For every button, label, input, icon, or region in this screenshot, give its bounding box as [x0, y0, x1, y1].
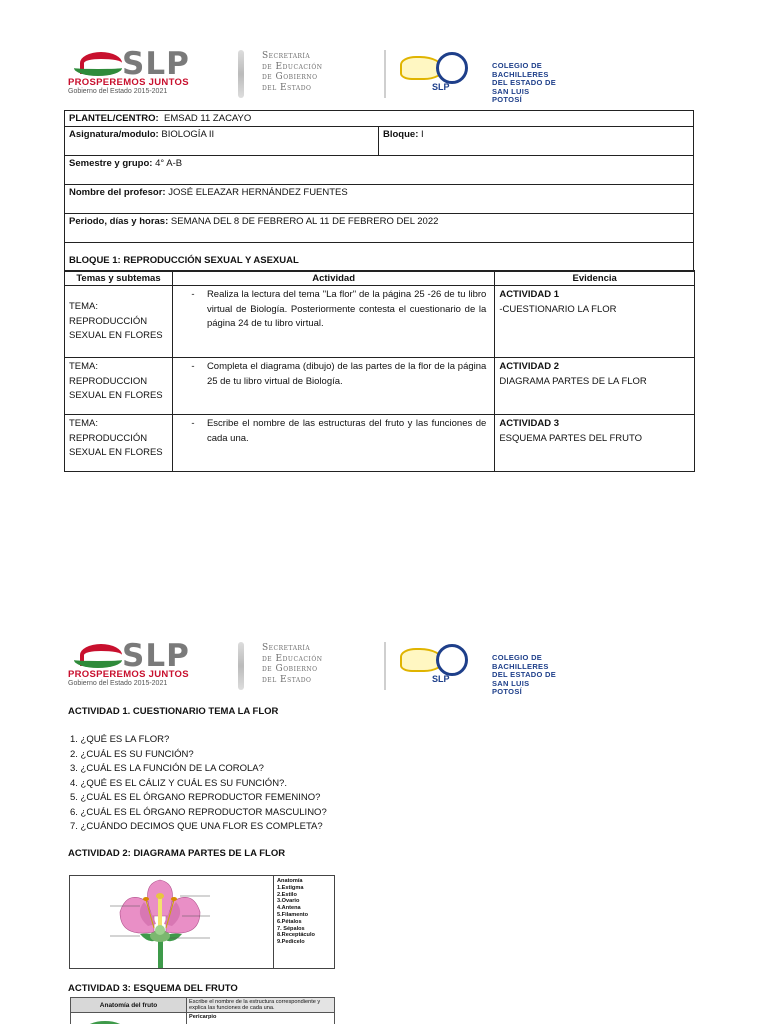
periodo-cell: Periodo, días y horas: SEMANA DEL 8 DE FEBRERO AL 11 DE FEBRERO DEL 2022	[65, 214, 694, 243]
header-temas: Temas y subtemas	[65, 271, 173, 286]
list-item: 4. ¿QUÉ ES EL CÁLIZ Y CUÁL ES SU FUNCIÓN?.	[70, 777, 287, 789]
fruit-header-right: Escribe el nombre de la estructura correspondiente y explica las funciones de cada una.	[187, 998, 335, 1013]
secretaria-logo-text: Secretaría de Educación de Gobierno del Estado	[262, 51, 323, 93]
bullet-dash: -	[191, 361, 195, 372]
header-banner	[66, 46, 562, 102]
legend-title: Anatomía	[277, 878, 303, 884]
evidencia-title: ACTIVIDAD 3	[499, 418, 559, 429]
legend-item: 6.Pétalos	[277, 918, 302, 925]
flower-illustration	[70, 876, 273, 968]
tema-cell: TEMA: REPRODUCCIÓN SEXUAL EN FLORES	[65, 415, 173, 472]
list-item: 2. ¿CUÁL ES SU FUNCIÓN?	[70, 748, 194, 760]
list-item: 5. ¿CUÁL ES EL ÓRGANO REPRODUCTOR FEMENINO?	[70, 792, 321, 803]
periodo-value: SEMANA DEL 8 DE FEBRERO AL 11 DE FEBRERO DEL 2022	[170, 216, 439, 227]
tema-cell: TEMA: REPRODUCCIÓN SEXUAL EN FLORES	[65, 286, 173, 358]
slp-logo	[66, 638, 226, 694]
plantel-cell: PLANTEL/CENTRO: EMSAD 11 ZACAYO	[65, 111, 694, 127]
legend-item: 7. Sépalos	[277, 925, 305, 932]
evidencia-text: -CUESTIONARIO LA FLOR	[499, 303, 617, 315]
activity2-heading: ACTIVIDAD 2: DIAGRAMA PARTES DE LA FLOR	[68, 848, 286, 859]
actividad-cell	[172, 415, 494, 472]
table-row	[65, 286, 695, 358]
activities-table	[64, 270, 695, 472]
evidencia-text: DIAGRAMA PARTES DE LA FLOR	[499, 375, 647, 387]
cobach-emblem-icon	[436, 52, 468, 84]
legend-item: 4.Antena	[277, 905, 301, 912]
slp-logo	[66, 46, 226, 102]
course-info-table	[64, 110, 694, 272]
cobach-slp-label: SLP	[432, 82, 450, 92]
cobach-logo	[400, 52, 560, 104]
evidencia-title: ACTIVIDAD 2	[499, 361, 559, 372]
slp-logo-text: SLP	[122, 638, 190, 674]
legend-item: 9.Pedicelo	[277, 939, 305, 946]
fruit-header-left: Anatomía del fruto	[71, 998, 187, 1013]
evidencia-cell	[495, 286, 695, 358]
semestre-cell: Semestre y grupo: 4° A-B	[65, 156, 694, 185]
evidencia-cell	[495, 415, 695, 472]
legend-item: 2.Estilo	[277, 891, 297, 898]
evidencia-text: ESQUEMA PARTES DEL FRUTO	[499, 432, 643, 444]
header-evidencia: Evidencia	[495, 271, 695, 286]
bloque-cell: Bloque: I	[379, 127, 694, 156]
legend-item: 5.Filamento	[277, 911, 309, 918]
list-item: 6. ¿CUÁL ES EL ÓRGANO REPRODUCTOR MASCULINO?	[70, 806, 327, 818]
slp-swoosh-green	[74, 652, 122, 668]
cobach-name: COLEGIO DE BACHILLERES DEL ESTADO DE SAN LUIS POTOSÍ	[492, 653, 557, 696]
cobach-emblem-icon	[436, 644, 468, 676]
legend-item: 1.Estigma	[277, 884, 304, 891]
profesor-cell: Nombre del profesor: JOSÉ ELEAZAR HERNÁNDEZ FUENTES	[65, 185, 694, 214]
slp-subtitle: Gobierno del Estado 2015-2021	[68, 680, 168, 687]
header-divider-thin	[384, 50, 386, 98]
actividad-text: Escribe el nombre de las estructuras del fruto y las funciones de cada una.	[206, 418, 487, 444]
fruit-schema-table	[70, 997, 335, 1024]
actividad-cell	[172, 286, 494, 358]
question-list	[70, 733, 327, 835]
bloque-title: BLOQUE 1: REPRODUCCIÓN SEXUAL Y ASEXUAL	[69, 255, 299, 266]
tema-cell: TEMA: REPRODUCCION SEXUAL EN FLORES	[65, 358, 173, 415]
slp-swoosh-green	[74, 60, 122, 76]
actividad-text: Realiza la lectura del tema "La flor" de la página 25 -26 de tu libro virtual de Biología. Posteriormente contesta el cuestionario de la página 24 de tu libro virtual.	[206, 289, 487, 329]
legend-item: 3.Ovario	[277, 898, 300, 905]
actividad-cell	[172, 358, 494, 415]
secretaria-logo-text: Secretaría de Educación de Gobierno del Estado	[262, 643, 323, 685]
legend-item: 8.Receptáculo	[277, 932, 315, 939]
bullet-dash: -	[191, 418, 195, 429]
slp-subtitle: Gobierno del Estado 2015-2021	[68, 88, 168, 95]
profesor-value: JOSÉ ELEAZAR HERNÁNDEZ FUENTES	[168, 187, 348, 198]
bloque-title-cell	[65, 243, 694, 272]
asignatura-cell: Asignatura/modulo: BIOLOGÍA II	[65, 127, 379, 156]
table-row	[65, 415, 695, 472]
actividad-text: Completa el diagrama (dibujo) de las partes de la flor de la página 25 de tu libro virtual de Biología.	[206, 361, 487, 387]
activity1-heading: ACTIVIDAD 1. CUESTIONARIO TEMA LA FLOR	[68, 706, 279, 717]
list-item: 7. ¿CUÁNDO DECIMOS QUE UNA FLOR ES COMPLETA?	[70, 821, 323, 832]
list-item: 3. ¿CUÁL ES LA FUNCIÓN DE LA COROLA?	[70, 763, 264, 774]
bullet-dash: -	[191, 289, 195, 300]
header-divider	[238, 642, 244, 690]
fruit-row-label: Pericarpio	[189, 1014, 217, 1020]
cobach-logo	[400, 644, 560, 696]
flower-diagram	[69, 875, 335, 969]
fruit-picture-cell	[71, 1013, 187, 1024]
plantel-value: EMSAD 11 ZACAYO	[164, 113, 252, 124]
flower-legend	[273, 876, 335, 968]
header-divider-thin	[384, 642, 386, 690]
cobach-name: COLEGIO DE BACHILLERES DEL ESTADO DE SAN LUIS POTOSÍ	[492, 61, 557, 104]
list-item: 1. ¿QUÉ ES LA FLOR?	[70, 734, 170, 745]
fruit-row	[187, 1013, 335, 1024]
slp-tagline: PROSPEREMOS JUNTOS	[68, 669, 189, 680]
header-divider	[238, 50, 244, 98]
semestre-value: 4° A-B	[155, 158, 183, 169]
evidencia-cell	[495, 358, 695, 415]
activity3-heading: ACTIVIDAD 3: ESQUEMA DEL FRUTO	[68, 983, 238, 994]
asignatura-value: BIOLOGÍA II	[161, 129, 215, 140]
header-banner-page2	[66, 638, 562, 694]
table-row	[65, 358, 695, 415]
evidencia-title: ACTIVIDAD 1	[499, 289, 559, 300]
bloque-value: I	[421, 129, 424, 140]
slp-tagline: PROSPEREMOS JUNTOS	[68, 77, 189, 88]
cobach-slp-label: SLP	[432, 674, 450, 684]
slp-logo-text: SLP	[122, 46, 190, 82]
header-actividad: Actividad	[172, 271, 494, 286]
